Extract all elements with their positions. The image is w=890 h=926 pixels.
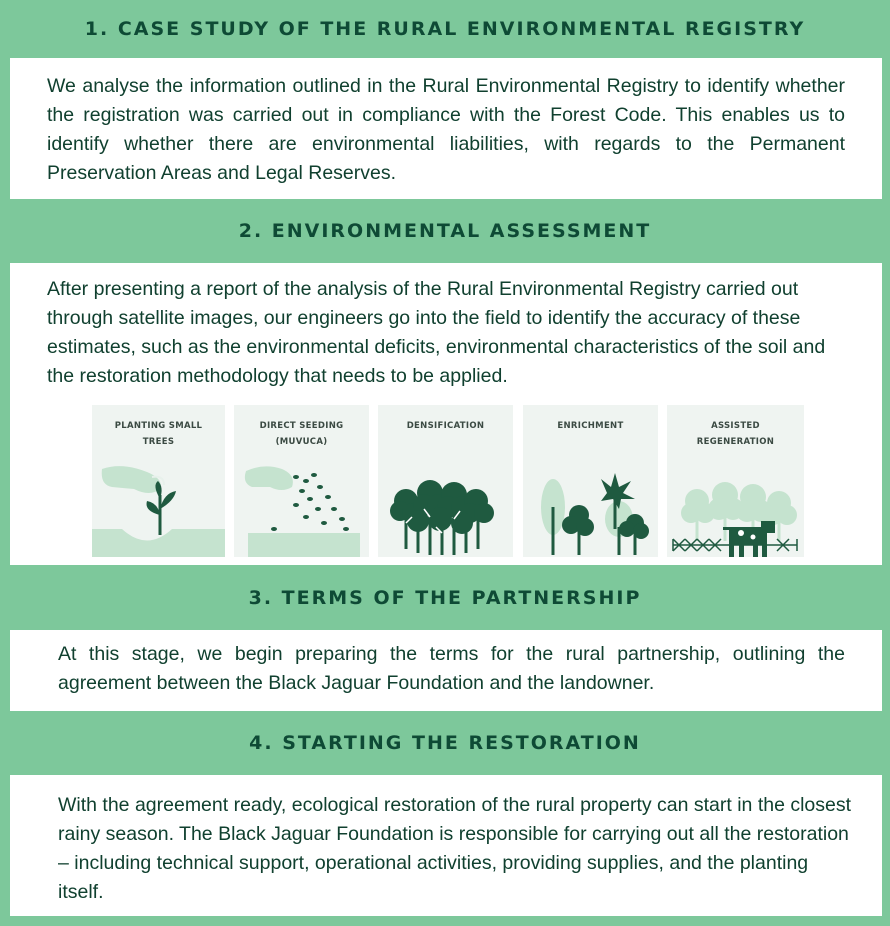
section-4-text: With the agreement ready, ecological restoration of the rural property can start in the closest rainy season. The Black Jaguar Foundation is responsible for carrying out all the restoration – including technical support, operational activities, providing supplies, and the planting itself. <box>58 794 852 903</box>
method-card-planting-small-trees <box>92 405 225 557</box>
section-3-text: At this stage, we begin preparing the terms for the rural partnership, outlining the agreement between the Black Jaguar Foundation and the landowner. <box>58 643 845 694</box>
section-2-heading: 2. ENVIRONMENTAL ASSESSMENT <box>238 220 652 242</box>
hand-planting-seedling-icon <box>92 457 225 557</box>
method-card-densification <box>378 405 513 557</box>
method-label: DIRECT SEEDING (MUVUCA) <box>259 421 344 447</box>
dense-trees-icon <box>378 457 513 557</box>
mixed-trees-icon <box>523 457 658 557</box>
section-1-heading: 1. CASE STUDY OF THE RURAL ENVIRONMENTAL REGISTRY <box>84 18 806 40</box>
restoration-methods-illustrations <box>92 405 804 557</box>
section-1-text: We analyse the information outlined in the Rural Environmental Registry to identify whether the registration was carried out in compliance with the Forest Code. This enables us to identify whether there are environmental liabilities, with regards to the Permanent Preservation Areas and Legal Reserves. <box>47 75 845 184</box>
method-card-assisted-regeneration <box>667 405 804 557</box>
trees-with-cow-icon <box>667 457 804 557</box>
section-4-heading: 4. STARTING THE RESTORATION <box>249 732 641 754</box>
method-label: ASSISTED REGENERATION <box>696 421 775 447</box>
section-1-panel <box>10 58 882 199</box>
section-2-text: After presenting a report of the analysis of the Rural Environmental Registry carried out through satellite images, our engineers go into the field to identify the accuracy of these estimates, such as the environmental deficits, environmental characteristics of the soil and the restoration methodology that needs to be applied. <box>47 278 826 387</box>
method-card-direct-seeding <box>234 405 369 557</box>
method-label: DENSIFICATION <box>406 421 485 431</box>
method-label: PLANTING SMALL TREES <box>114 421 203 447</box>
method-label: ENRICHMENT <box>557 421 624 431</box>
section-3-heading: 3. TERMS OF THE PARTNERSHIP <box>248 586 642 609</box>
section-3-panel <box>10 630 882 711</box>
section-4-panel <box>10 775 882 916</box>
hand-scattering-seeds-icon <box>234 457 369 557</box>
method-card-enrichment <box>523 405 658 557</box>
